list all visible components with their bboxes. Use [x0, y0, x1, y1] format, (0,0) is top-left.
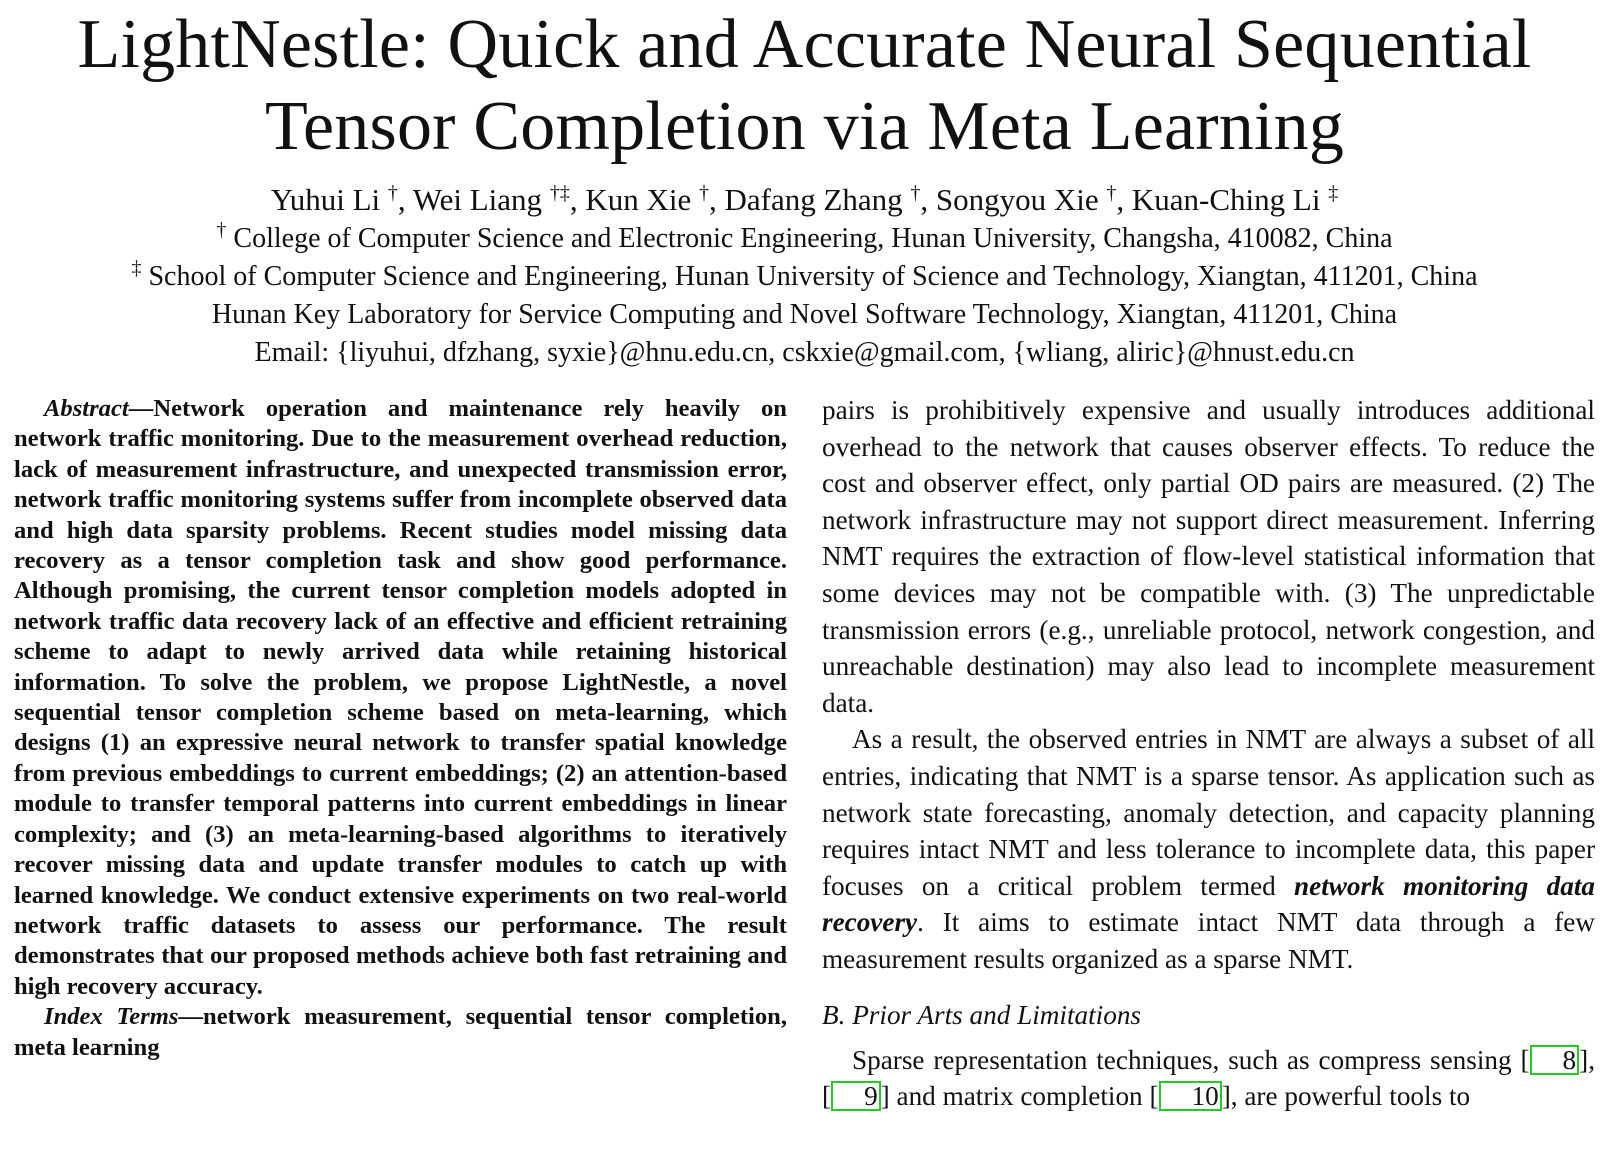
author-list: Yuhui Li †, Wei Liang †‡, Kun Xie †, Dafang Zhang †, Songyou Xie †, Kuan-Ching Li ‡ [270, 182, 1339, 217]
citation-link[interactable]: 9 [831, 1081, 881, 1111]
index-terms-text: —network measurement, sequential tensor completion, meta learning [14, 1003, 787, 1061]
paragraph-text: . It aims to estimate intact NMT data through a few measurement results organized as a sparse NMT. [822, 907, 1595, 974]
affiliation-2 [0, 258, 1609, 296]
citation-link[interactable]: 10 [1159, 1081, 1222, 1111]
author-name: Wei Liang [412, 182, 543, 217]
abstract-label: Abstract [44, 395, 129, 422]
author-mark: † [1106, 182, 1117, 204]
author-mark: ‡ [1328, 182, 1339, 204]
author-name: Songyou Xie [935, 182, 1099, 217]
abstract-paragraph [14, 394, 787, 1002]
body-paragraph-3: Sparse representation techniques, such as compress sensing [ 8 ], [ 9 ] and matrix completion [ 10 ], are powerful tools to [822, 1044, 1595, 1112]
author-name: Kuan-Ching Li [1131, 182, 1321, 217]
author-name: Yuhui Li [270, 182, 381, 217]
title-line-2: Tensor Completion via Meta Learning [264, 88, 1345, 165]
affiliation-3: Hunan Key Laboratory for Service Computing and Novel Software Technology, Xiangtan, 411201, China [211, 299, 1398, 330]
body-paragraph-2 [822, 721, 1595, 977]
body-paragraph-1: pairs is prohibitively expensive and usually introduces additional overhead to the network that causes observer effects. To reduce the cost and observer effect, only partial OD pairs are measured. (2) The network infrastructure may not support direct measurement. Inferring NMT requires the extraction of flow-level statistical information that some devices may not be compatible with. (3) The unpredictable transmission errors (e.g., unreliable protocol, network congestion, and unreachable destination) may also lead to incomplete measurement data. [822, 395, 1595, 718]
paper-title [10, 4, 1599, 168]
paragraph-text: As a result, the observed entries in NMT are always a subset of all entries, indicating that NMT is a sparse tensor. As application such as network state forecasting, anomaly detection, and capacity planning requires intact NMT and less tolerance to incomplete data, this paper focuses on a critical problem termed [822, 724, 1595, 901]
paragraph-text: , are powerful tools to [1230, 1081, 1471, 1112]
affiliation-text: College of Computer Science and Electronic Engineering, Hunan University, Changsha, 410082, China [233, 223, 1393, 254]
title-line-1: LightNestle: Quick and Accurate Neural Sequential [77, 6, 1532, 83]
author-mark: † [910, 182, 921, 204]
paragraph-text: and matrix completion [889, 1081, 1150, 1112]
author-mark: † [387, 182, 398, 204]
section-heading: B. Prior Arts and Limitations [822, 999, 1142, 1030]
author-name: Kun Xie [585, 182, 692, 217]
left-column [14, 394, 787, 1063]
email-line: Email: {liyuhui, dfzhang, syxie}@hnu.edu.cn, cskxie@gmail.com, {wliang, aliric}@hnust.edu.cn [254, 337, 1355, 368]
emphasized-term: network monitoring data recovery [822, 870, 1595, 938]
affiliation-mark: ‡ [131, 257, 142, 279]
index-terms-paragraph [14, 1002, 787, 1063]
citation-link[interactable]: 8 [1530, 1045, 1580, 1075]
right-column [822, 392, 1595, 1115]
author-name: Dafang Zhang [724, 182, 903, 217]
affiliation-mark: † [216, 219, 227, 241]
affiliation-text: School of Computer Science and Engineering, Hunan University of Science and Technology, Xiangtan, 411201, China [148, 261, 1478, 292]
paragraph-text: Sparse representation techniques, such as compress sensing [852, 1044, 1521, 1075]
abstract-text: —Network operation and maintenance rely heavily on network traffic monitoring. Due to the measurement overhead reduction, lack of measurement infrastructure, and unexpected transmission error, network traffic monitoring systems suffer from incomplete observed data and high data sparsity problems. Recent studies model missing data recovery as a tensor completion task and show good performance. Although promising, the current tensor completion models adopted in network traffic data recovery lack of an effective and efficient retraining scheme to adapt to newly arrived data while retaining historical information. To solve the problem, we propose LightNestle, a novel sequential tensor completion scheme based on meta-learning, which designs (1) an expressive neural network to transfer spatial knowledge from previous embeddings to current embeddings; (2) an attention-based module to transfer temporal patterns into current embeddings in linear complexity; and (3) an meta-learning-based algorithms to iteratively recover missing data and update transfer modules to catch up with learned knowledge. We conduct extensive experiments on two real-world network traffic datasets to assess our performance. The result demonstrates that our proposed methods achieve both fast retraining and high recovery accuracy. [14, 395, 787, 1000]
author-block [0, 180, 1609, 372]
index-terms-label: Index Terms [44, 1003, 179, 1031]
author-mark: †‡ [549, 182, 570, 204]
affiliation-1 [0, 220, 1609, 258]
author-mark: † [698, 182, 709, 204]
